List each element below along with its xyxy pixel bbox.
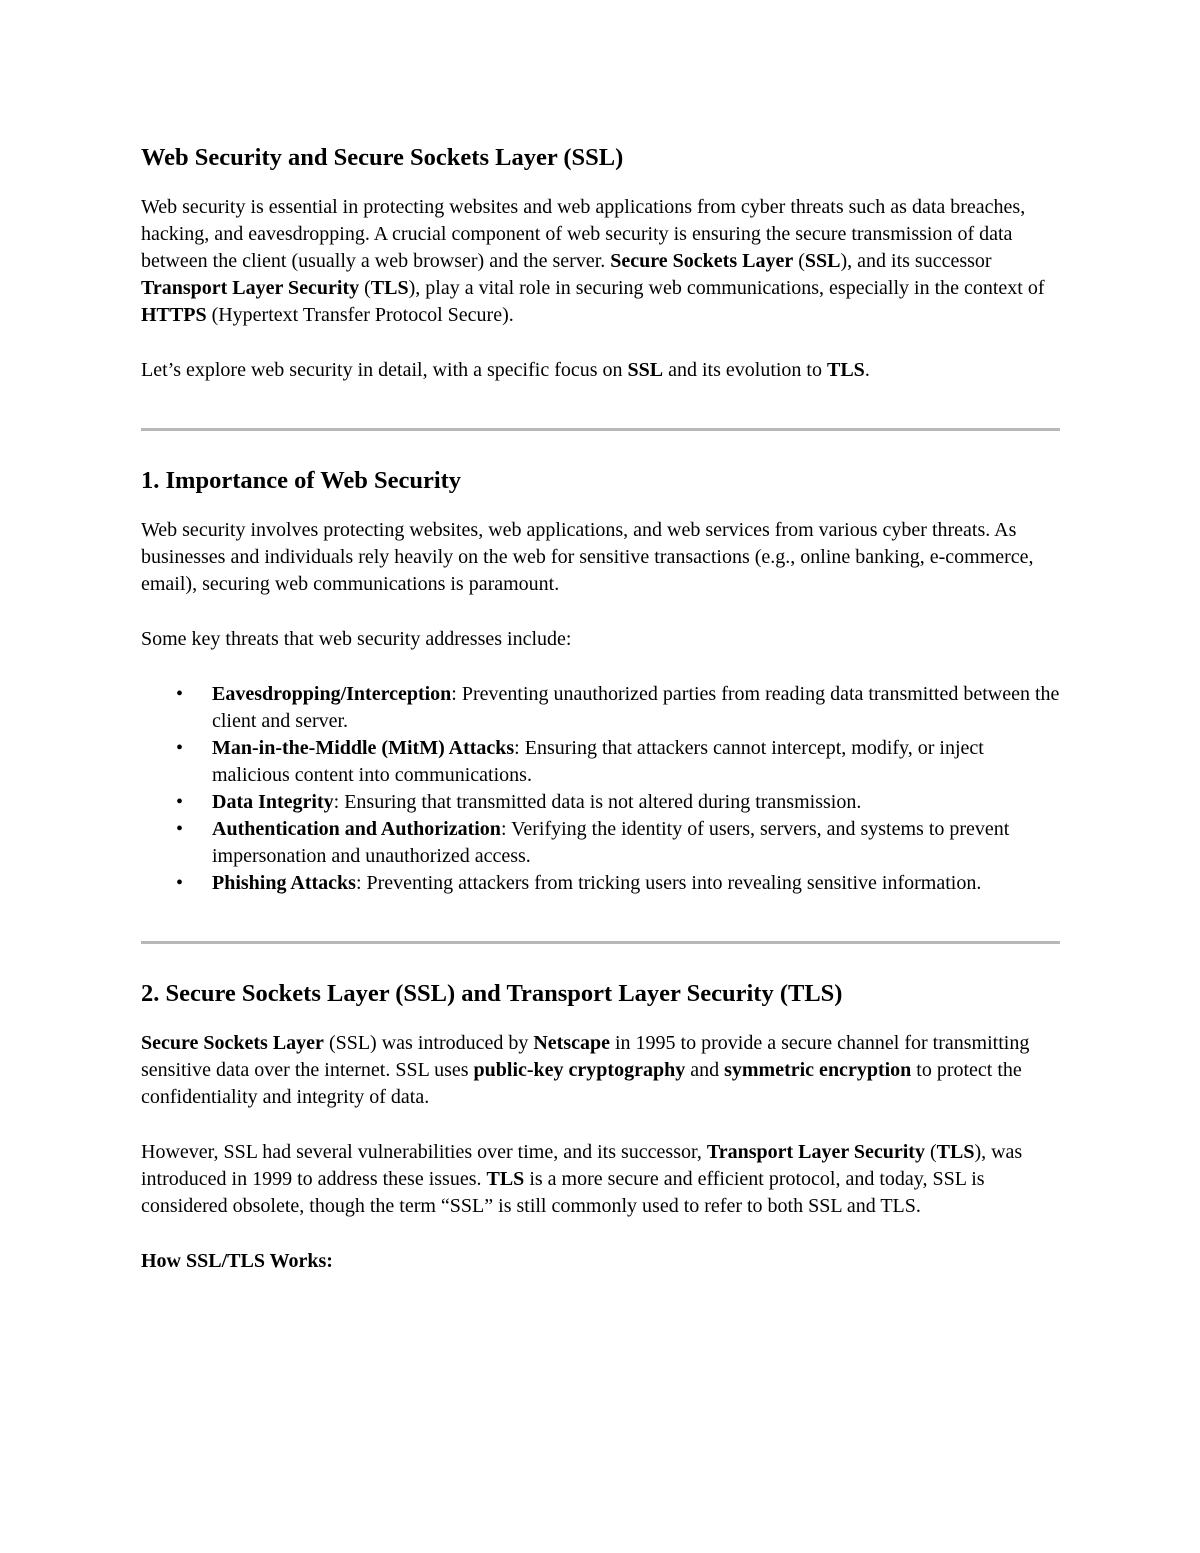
text: (SSL) was introduced by <box>323 1032 534 1054</box>
section-2-paragraph-1 <box>141 1030 1060 1111</box>
text: ), play a vital role in securing web communications, especially in the context of <box>408 277 1045 299</box>
list-item <box>176 816 1060 870</box>
document-title: Web Security and Secure Sockets Layer (SSL) <box>141 144 624 171</box>
text: ), was introduced in 1999 to address these issues. <box>141 1141 1023 1190</box>
text: . <box>864 359 870 381</box>
text: ( <box>359 277 371 299</box>
bold-term: symmetric encryption <box>724 1059 912 1081</box>
section-1-paragraph-2: Some key threats that web security addresses include: <box>141 628 572 650</box>
bold-term: Data Integrity <box>212 791 334 813</box>
bold-term: HTTPS <box>141 304 207 326</box>
bold-term: TLS <box>827 359 865 381</box>
bullet-icon: • <box>176 683 184 705</box>
bullet-icon: • <box>176 791 184 813</box>
bold-term: Man-in-the-Middle (MitM) Attacks <box>212 737 515 759</box>
bold-term: Eavesdropping/Interception <box>212 683 452 705</box>
threat-list <box>141 681 1060 897</box>
list-item <box>176 870 1060 897</box>
list-item <box>176 681 1060 735</box>
text: to protect the confidentiality and integrity of data. <box>141 1059 1022 1108</box>
text: : Verifying the identity of users, servers, and systems to prevent impersonation and unauthorized access. <box>212 818 1010 867</box>
text: ), and its successor <box>840 250 992 272</box>
bold-term: TLS <box>936 1141 975 1163</box>
bold-term: How SSL/TLS Works: <box>141 1250 333 1272</box>
text: : Ensuring that attackers cannot intercept, modify, or inject malicious content into communications. <box>212 737 984 786</box>
text: and its evolution to <box>663 359 827 381</box>
section-2-heading: 2. Secure Sockets Layer (SSL) and Transport Layer Security (TLS) <box>141 980 843 1007</box>
bold-term: TLS <box>370 277 409 299</box>
bullet-icon: • <box>176 737 184 759</box>
section-1-heading: 1. Importance of Web Security <box>141 467 462 494</box>
text: : Preventing attackers from tricking users into revealing sensitive information. <box>355 872 982 894</box>
bold-term: public-key cryptography <box>473 1059 686 1081</box>
section-2-paragraph-2 <box>141 1139 1060 1220</box>
text: : Preventing unauthorized parties from reading data transmitted between the client and server. <box>212 683 1060 732</box>
intro-paragraph-2 <box>141 357 1060 384</box>
text: (Hypertext Transfer Protocol Secure). <box>206 304 514 326</box>
bold-term: Secure Sockets Layer <box>610 250 794 272</box>
text: Let’s explore web security in detail, with a specific focus on <box>141 359 628 381</box>
text: ( <box>924 1141 937 1163</box>
intro-paragraph-1 <box>141 194 1060 329</box>
bold-term: TLS <box>486 1168 525 1190</box>
bold-term: Secure Sockets Layer <box>141 1032 324 1054</box>
text: in 1995 to provide a secure channel for transmitting sensitive data over the internet. SSL uses <box>141 1032 1030 1081</box>
bold-term: Netscape <box>533 1032 610 1054</box>
bold-term: SSL <box>627 359 664 381</box>
bold-term: Transport Layer Security <box>141 277 360 299</box>
text: Web security is essential in protecting websites and web applications from cyber threats such as data breaches, hacking, and eavesdropping. A crucial component of web security is ensuring the secure transmission of data between the client (usually a web browser) and the server. <box>141 196 1026 272</box>
section-2-subheading <box>141 1248 1060 1275</box>
text: However, SSL had several vulnerabilities over time, and its successor, <box>141 1141 707 1163</box>
text: and <box>685 1059 725 1081</box>
bullet-icon: • <box>176 818 184 840</box>
bold-term: Authentication and Authorization <box>212 818 501 840</box>
bold-term: Transport Layer Security <box>706 1141 925 1163</box>
bullet-icon: • <box>176 872 184 894</box>
list-item <box>176 735 1060 789</box>
bold-term: SSL <box>804 250 841 272</box>
list-item <box>176 789 1060 816</box>
bold-term: Phishing Attacks <box>212 872 356 894</box>
text: : Ensuring that transmitted data is not altered during transmission. <box>333 791 862 813</box>
text: ( <box>793 250 805 272</box>
text: is a more secure and efficient protocol, and today, SSL is considered obsolete, though the term “SSL” is still commonly used to refer to both SSL and TLS. <box>141 1168 985 1217</box>
section-1-paragraph-1: Web security involves protecting websites, web applications, and web services from various cyber threats. As businesses and individuals rely heavily on the web for sensitive transactions (e.g., online banking, e-commerce, email), securing web communications is paramount. <box>141 519 1034 595</box>
